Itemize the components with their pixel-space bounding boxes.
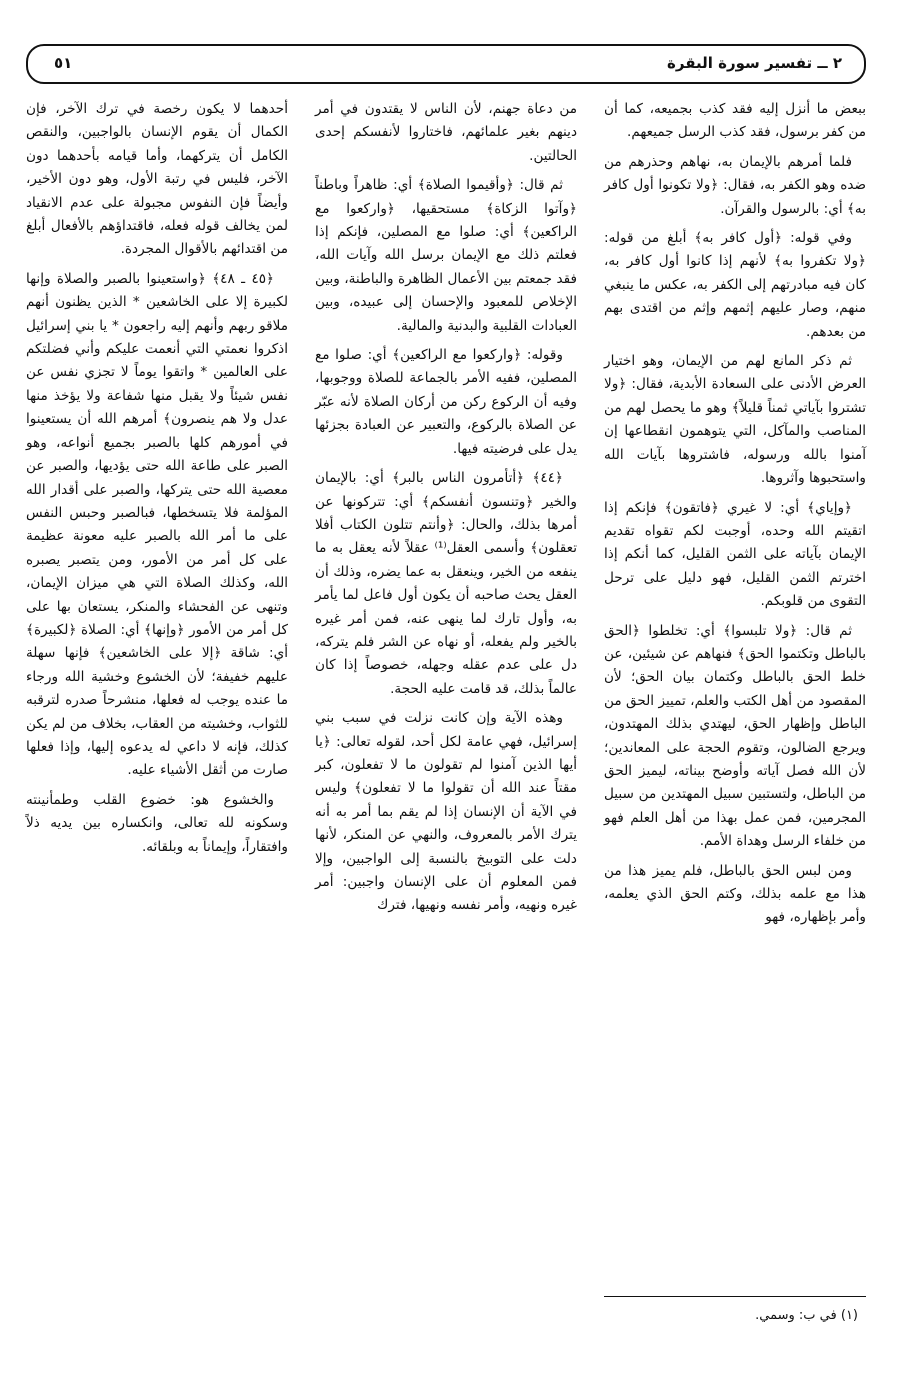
- text-column-middle: [315, 98, 577, 924]
- paragraph: ﴿٤٥ ـ ٤٨﴾ ﴿واستعينوا بالصبر والصلاة وإنها لكبيرة إلا على الخاشعين * الذين يظنون أنهم ملاقو ربهم وأنهم إليه راجعون * يا بني إسرائيل اذكروا نعمتي التي أنعمت عليكم وأني فضلتكم على العالمين * واتقوا يوماً لا تجزي نفس عن نفس شيئاً ولا يقبل منها شفاعة ولا يؤخذ منها عدل ولا هم ينصرون﴾ أمرهم الله أن يستعينوا في أمورهم كلها بالصبر بجميع أنواعه، وهو الصبر على طاعة الله حتى يؤديها، والصبر عن معصية الله حتى يتركها، والصبر على أقدار الله المؤلمة فلا يتسخطها، فبالصبر وحبس النفس على ما أمر الله بالصبر عليه معونة عظيمة على كل أمر من الأمور، ومن يتصبر يصبره الله، وكذلك الصلاة التي هي ميزان الإيمان، وتنهى عن الفحشاء والمنكر، يستعان بها على كل أمر من الأمور ﴿وإنها﴾ أي: الصلاة ﴿لكبيرة﴾ أي: شاقة ﴿إلا على الخاشعين﴾ فإنها سهلة عليهم خفيفة؛ لأن الخشوع وخشية الله ورجاء ما عنده يوجب له فعلها، منشرحاً صدره لترقبه للثواب، وخشيته من العقاب، بخلاف من لم يكن كذلك، فإنه لا داعي له يدعوه إليها، وإذا فعلها صارت من أثقل الأشياء عليه.: [26, 270, 288, 779]
- paragraph: وفي قوله: ﴿أول كافر به﴾ أبلغ من قوله: ﴿ولا تكفروا به﴾ لأنهم إذا كانوا أول كافر به، كان فيه مبادرتهم إلى الكفر به، عكس ما ينبغي منهم، وصار عليهم إثمهم وإثم من اقتدى بهم من بعدهم.: [604, 230, 866, 340]
- paragraph: وهذه الآية وإن كانت نزلت في سبب بني إسرائيل، فهي عامة لكل أحد، لقوله تعالى: ﴿يا أيها الذين آمنوا لم تقولون ما لا تفعلون، كبر مقتاً عند الله أن تقولوا ما لا تفعلون﴾ وليس في الآية أن الإنسان إذا لم يقم بما أمر به أنه يترك الأمر بالمعروف، والنهي عن المنكر، لأنها دلت على التوبيخ بالنسبة إلى الواجبين، وإلا فمن المعلوم أن على الإنسان واجبين: أمر غيره ونهيه، وأمر نفسه ونهيها، فترك: [315, 710, 577, 914]
- paragraph: ﴿وإياي﴾ أي: لا غيري ﴿فاتقون﴾ فإنكم إذا اتقيتم الله وحده، أوجبت لكم تقواه تقديم الإيمان بآياته على الثمن القليل، كما أنكم إذا اخترتم الثمن القليل، فهو دليل على ترحل التقوى من قلوبكم.: [604, 499, 866, 610]
- paragraph: ثم قال: ﴿ولا تلبسوا﴾ أي: تخلطوا ﴿الحق بالباطل وتكتموا الحق﴾ فنهاهم عن شيئين، عن خلط الحق بالباطل وكتمان بيان الحق؛ لأن المقصود من أهل الكتب والعلم، تمييز الحق من الباطل وإظهار الحق، ليهتدي بذلك المهتدون، ويرجع الضالون، وتقوم الحجة على المعاندين؛ لأن الله فصل آياته وأوضح بيناته، ليميز الحق من الباطل، ولتستبين سبيل المهتدين من سبيل المجرمين، فمن عمل بهذا من أهل العلم فهو من خلفاء الرسل وهداة الأمم.: [604, 622, 866, 850]
- paragraph: ثم قال: ﴿وأقيموا الصلاة﴾ أي: ظاهراً وباطناً ﴿وآتوا الزكاة﴾ مستحقيها، ﴿واركعوا مع الراكعين﴾ أي: صلوا مع المصلين، فإنكم إذا فعلتم ذلك مع الإيمان برسل الله وآيات الله، فقد جمعتم بين الأعمال الظاهرة والباطنة، وبين الإخلاص للمعبود والإحسان إلى عبيده، وبين العبادات القلبية والبدنية والمالية.: [315, 177, 577, 334]
- page: [26, 0, 866, 1389]
- paragraph: ﴿٤٤﴾ ﴿أتأمرون الناس بالبر﴾ أي: بالإيمان والخير ﴿وتنسون أنفسكم﴾ أي: تتركونها عن أمرها بذلك، والحال: ﴿وأنتم تتلون الكتاب أفلا تعقلون﴾ وأسمى العقل⁽¹⁾ عقلاً لأنه يعقل به ما ينفعه من الخير، وينعقل به عما يضره، وذلك أن العقل يحث صاحبه أن يكون أول فاعل لما يأمر به، وأول تارك لما ينهى عنه، فمن أمر غيره بالخير ولم يفعله، أو نهاه عن الشر فلم يتركه، دل على عدم عقله وجهله، خصوصاً إذا كان عالماً بذلك، قد قامت عليه الحجة.: [315, 470, 577, 697]
- paragraph: والخشوع هو: خضوع القلب وطمأنينته وسكونه لله تعالى، وانكساره بين يديه ذلاً وافتقاراً، وإيماناً به وبلقائه.: [26, 791, 288, 855]
- page-number: ٥١: [54, 54, 73, 72]
- paragraph: أحدهما لا يكون رخصة في ترك الآخر، فإن الكمال أن يقوم الإنسان بالواجبين، والنقص الكامل أن يتركهما، وأما قيامه بأحدهما دون الآخر، فليس في رتبة الأول، وهو دون الأخير، وأيضاً فإن النفوس مجبولة على عدم الانقياد لمن يخالف قوله فعله، فاقتداؤهم بالأفعال أبلغ من اقتدائهم بالأقوال المجردة.: [26, 101, 288, 258]
- text-column-left: [26, 98, 288, 865]
- paragraph: ثم ذكر المانع لهم من الإيمان، وهو اختيار العرض الأدنى على السعادة الأبدية، فقال: ﴿ولا تشتروا بآياتي ثمناً قليلاً﴾ وهو ما يحصل لهم من المناصب والمآكل، التي يتوهمون انقطاعها إن آمنوا بالله ورسوله، فاشتروها بآيات الله واستحبوها وآثروها.: [604, 353, 866, 487]
- text-column-right: [604, 98, 866, 936]
- footnote: (١) في ب: وسمي.: [755, 1308, 858, 1323]
- paragraph: فلما أمرهم بالإيمان به، نهاهم وحذرهم من ضده وهو الكفر به، فقال: ﴿ولا تكونوا أول كافر به﴾ أي: بالرسول والقرآن.: [604, 153, 866, 217]
- page-header: [26, 44, 866, 84]
- footnote-divider: [604, 1296, 866, 1297]
- running-title: ٢ ــ تفسير سورة البقرة: [667, 54, 842, 72]
- paragraph: وقوله: ﴿واركعوا مع الراكعين﴾ أي: صلوا مع المصلين، ففيه الأمر بالجماعة للصلاة ووجوبها، وفيه أن الركوع ركن من أركان الصلاة لأنه عبّر عن الصلاة بالركوع، والتعبير عن العبادة بجزئها يدل على فرضيته فيها.: [315, 347, 577, 457]
- paragraph: ومن لبس الحق بالباطل، فلم يميز هذا من هذا مع علمه بذلك، وكتم الحق الذي يعلمه، وأمر بإظهاره، فهو: [604, 862, 866, 926]
- paragraph: من دعاة جهنم، لأن الناس لا يقتدون في أمر دينهم بغير علمائهم، فاختاروا لأنفسكم إحدى الحالتين.: [315, 101, 577, 164]
- paragraph: ببعض ما أنزل إليه فقد كذب بجميعه، كما أن من كفر برسول، فقد كذب الرسل جميعهم.: [604, 101, 866, 141]
